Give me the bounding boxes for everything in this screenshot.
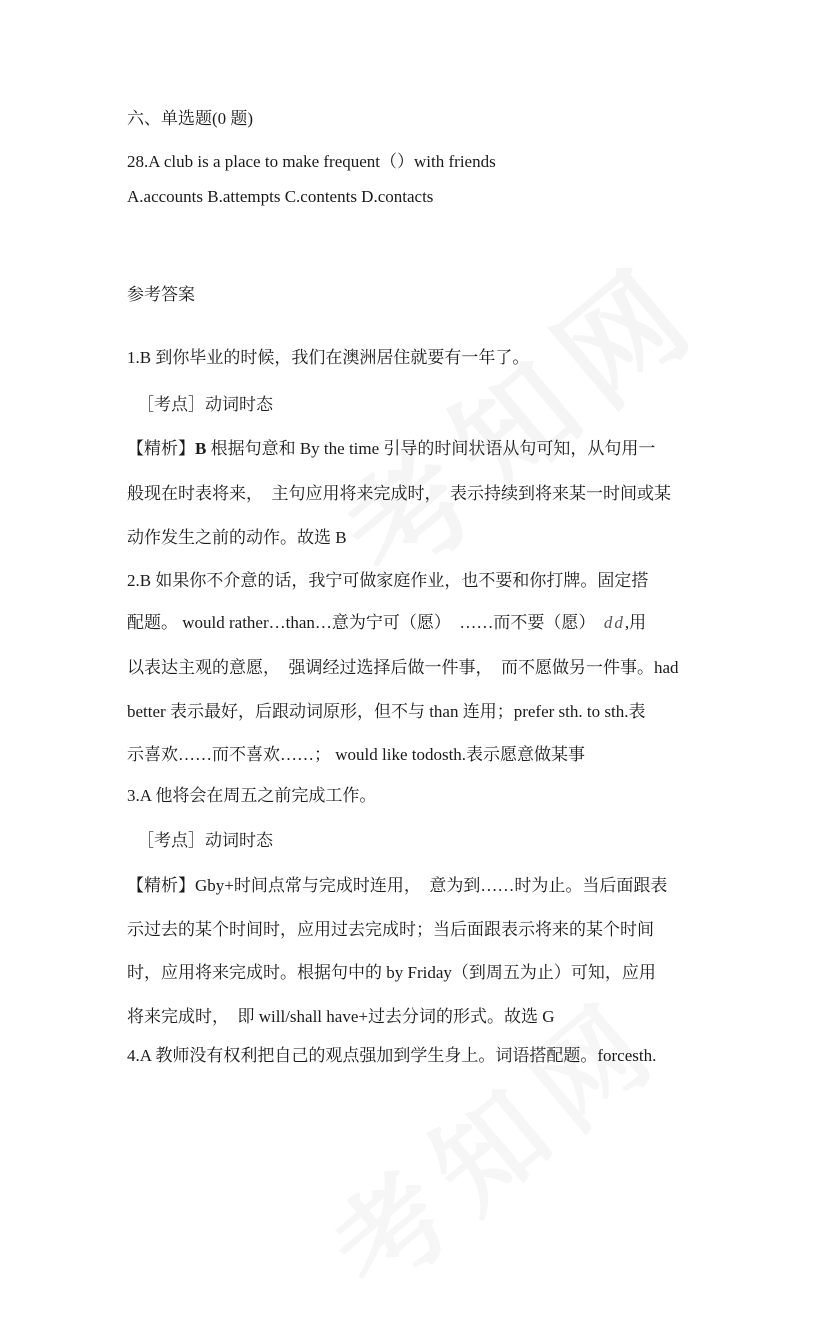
answer-3-line-1: 3.A 他将会在周五之前完成工作。 xyxy=(127,786,377,805)
answer-1-line-2 xyxy=(127,440,655,457)
answers-heading: 参考答案 xyxy=(127,285,195,304)
answer-1-line-3: 般现在时表将来， 主句应用将来完成时， 表示持续到将来某一时间或某 xyxy=(127,484,671,503)
answer-1-line-2-text: 根据句意和 By the time 引导的时间状语从句可知，从句用一 xyxy=(206,439,656,458)
watermark xyxy=(303,217,731,615)
answer-3-line-2: 【精析】Gby+时间点常与完成时连用， 意为到……时为止。当后面跟表 xyxy=(127,876,668,895)
answer-3-line-5: 将来完成时， 即 will/shall have+过去分词的形式。故选 G xyxy=(127,1007,555,1026)
answer-4-line-1: 4.A 教师没有权利把自己的观点强加到学生身上。词语搭配题。forcesth. xyxy=(127,1046,657,1065)
answer-letter: B xyxy=(195,439,207,458)
answer-2-line-5: 示喜欢……而不喜欢……； would like todosth.表示愿意做某事 xyxy=(127,745,586,764)
answer-1-line-1: 1.B 到你毕业的时候，我们在澳洲居住就要有一年了。 xyxy=(127,348,530,367)
answer-2-line-3: 以表达主观的意愿， 强调经过选择后做一件事， 而不愿做另一件事。had xyxy=(127,658,679,677)
answer-3-point: ［考点］动词时态 xyxy=(137,831,273,850)
answer-3-line-3: 示过去的某个时间时，应用过去完成时；当后面跟表示将来的某个时间 xyxy=(127,920,654,939)
answer-2-line-2-c: ,用 xyxy=(624,613,647,632)
answer-2-line-2-a: 配题。 would rather…than…意为宁可（愿） ……而不要（愿） xyxy=(127,613,604,632)
analysis-tag: 【精析】 xyxy=(127,439,195,458)
answer-2-line-2 xyxy=(127,614,646,631)
answer-2-line-2-b: dd xyxy=(603,613,625,632)
answer-1-point: ［考点］动词时态 xyxy=(137,395,273,414)
answer-1-line-4: 动作发生之前的动作。故选 B xyxy=(127,528,347,547)
answer-2-line-4: better 表示最好，后跟动词原形，但不与 than 连用；prefer sth. to sth.表 xyxy=(127,702,646,721)
section-title: 六、单选题(0 题) xyxy=(127,109,254,128)
answer-2-line-1: 2.B 如果你不介意的话，我宁可做家庭作业，也不要和你打牌。固定搭 xyxy=(127,571,649,590)
question-stem: 28.A club is a place to make frequent（）with friends xyxy=(127,152,496,171)
question-options: A.accounts B.attempts C.contents D.contacts xyxy=(127,187,434,206)
answer-3-line-4: 时，应用将来完成时。根据句中的 by Friday（到周五为止）可知，应用 xyxy=(127,963,656,982)
